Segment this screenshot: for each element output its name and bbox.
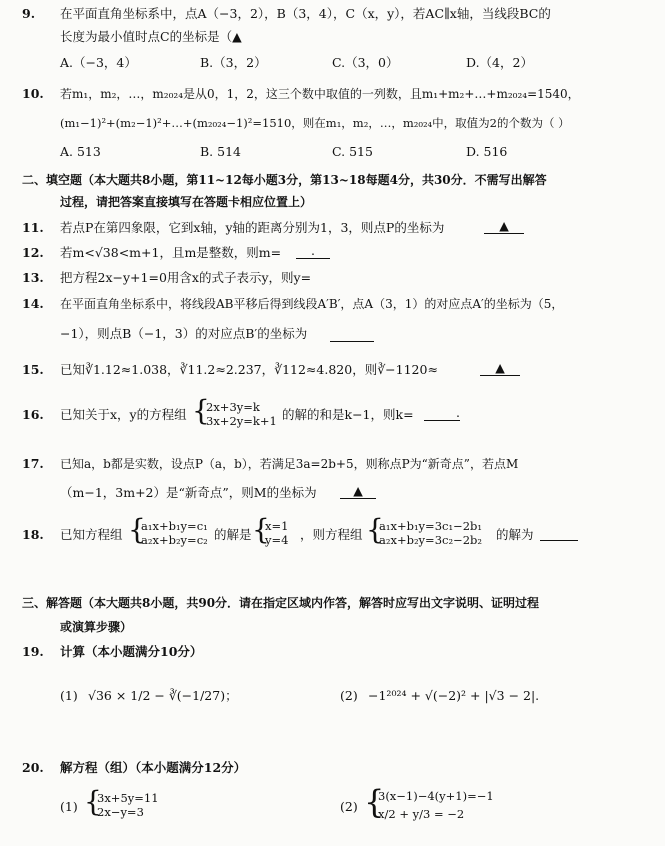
q18-number: 18. — [22, 527, 44, 542]
q13-number: 13. — [22, 270, 44, 285]
q18-equation-3: a₁x+b₁y=3c₁−2b₁ — [379, 519, 482, 533]
q12-answer-blank: . — [296, 245, 330, 259]
q11-text: 若点P在第四象限，它到x轴，y轴的距离分别为1，3，则点P的坐标为 — [60, 220, 445, 235]
q16-equation-1: 2x+3y=k — [206, 400, 260, 414]
q15-number: 15. — [22, 362, 44, 377]
q18-system-2 — [379, 519, 482, 547]
q18-equation-1: a₁x+b₁y=c₁ — [141, 519, 208, 533]
q20-part1-brace: { — [84, 785, 102, 818]
q10-text-line1: 若m₁，m₂，…，m₂₀₂₄是从0，1，2，这三个数中取值的一列数，且m₁+m₂+…+m₂₀₂₄=1540， — [60, 87, 580, 101]
q18-system-1 — [141, 519, 208, 547]
q18-brace-1: { — [128, 513, 146, 546]
q18-answer-blank — [540, 539, 578, 541]
q20-part1-equation-2: 2x−y=3 — [97, 805, 144, 819]
q20-title: 解方程（组）（本小题满分12分） — [60, 760, 247, 775]
q20-part2-equation-2: x/2 + y/3 = −2 — [378, 807, 465, 821]
q20-part2-brace: { — [364, 783, 385, 821]
q16-equation-2: 3x+2y=k+1 — [206, 414, 277, 428]
q19-number: 19. — [22, 644, 44, 659]
q9-number: 9. — [22, 6, 36, 21]
q18-brace-3: { — [366, 513, 384, 546]
q16-brace: { — [192, 394, 210, 427]
q14-text-line2: −1），则点B（−1，3）的对应点B′的坐标为 — [60, 326, 308, 341]
q15-text: 已知∛1.12≈1.038，∛11.2≈2.237，∛112≈4.820，则∛−1120≈ — [60, 362, 438, 377]
q9-option-a: A.（−3，4） — [60, 55, 137, 70]
q10-text-line2: (m₁−1)²+(m₂−1)²+…+(m₂₀₂₄−1)²=1510，则在m₁，m₂，…，m₂₀₂₄中，取值为2的个数为（ ） — [60, 116, 570, 130]
q14-answer-blank — [330, 340, 374, 342]
q20-part2-equation-1: 3(x−1)−4(y+1)=−1 — [378, 789, 494, 803]
q20-part2-system — [378, 787, 494, 823]
q14-text-line1: 在平面直角坐标系中，将线段AB平移后得到线段A′B′，点A（3，1）的对应点A′的坐标为（5， — [60, 297, 564, 311]
q15-answer-blank: ▲ — [480, 362, 520, 376]
q9-text-line2: 长度为最小值时点C的坐标是（▲ — [60, 29, 242, 44]
section2-header-line2: 过程，请把答案直接填写在答题卡相应位置上） — [60, 195, 313, 209]
q19-title: 计算（本小题满分10分） — [60, 644, 203, 659]
q16-answer-blank: . — [424, 407, 460, 421]
q9-option-c: C.（3，0） — [332, 55, 399, 70]
q16-text-post: 的解的和是k−1，则k= — [282, 407, 414, 422]
q18-text-mid: 的解是 — [214, 527, 252, 542]
q18-solution-x: x=1 — [265, 519, 289, 533]
q20-part1-system — [97, 791, 159, 819]
q19-part1-label: (1) — [60, 688, 78, 703]
q18-equation-2: a₂x+b₂y=c₂ — [141, 533, 208, 547]
q10-number: 10. — [22, 86, 44, 101]
q19-part2-label: (2) — [340, 688, 358, 703]
q12-number: 12. — [22, 245, 44, 260]
q17-answer-blank: ▲ — [340, 485, 376, 499]
q11-answer-blank: ▲ — [484, 220, 524, 234]
q18-text-mid2: ，则方程组 — [300, 527, 363, 542]
q10-option-b: B. 514 — [200, 144, 241, 159]
section2-header-line1: 二、填空题（本大题共8小题，第11~12每小题3分，第13~18每题4分，共30分．不需写出解答 — [22, 173, 547, 187]
q20-number: 20. — [22, 760, 44, 775]
q19-part1-expression: √36 × 1/2 − ∛(−1/27)； — [88, 688, 238, 703]
section3-header-line2: 或演算步骤） — [60, 620, 133, 634]
q18-text-post: 的解为 — [496, 527, 534, 542]
section3-header-line1: 三、解答题（本大题共8小题，共90分．请在指定区域内作答，解答时应写出文字说明、证明过程 — [22, 596, 540, 610]
q17-number: 17. — [22, 456, 44, 471]
q10-option-d: D. 516 — [466, 144, 508, 159]
q18-solution-y: y=4 — [265, 533, 289, 547]
q9-option-b: B.（3，2） — [200, 55, 267, 70]
q13-text: 把方程2x−y+1=0用含x的式子表示y，则y= — [60, 270, 312, 285]
q10-option-c: C. 515 — [332, 144, 373, 159]
q20-part1-label: (1) — [60, 799, 78, 814]
q20-part1-equation-1: 3x+5y=11 — [97, 791, 159, 805]
q9-text-line1: 在平面直角坐标系中，点A（−3，2），B（3，4），C（x，y），若AC∥x轴，当线段BC的 — [60, 6, 551, 21]
q17-text-line2: （m−1，3m+2）是“新奇点”，则M的坐标为 — [60, 485, 317, 500]
q16-number: 16. — [22, 407, 44, 422]
q18-text-pre: 已知方程组 — [60, 527, 123, 542]
q9-option-d: D.（4，2） — [466, 55, 533, 70]
q11-number: 11. — [22, 220, 44, 235]
q16-system — [206, 400, 277, 428]
q10-option-a: A. 513 — [60, 144, 101, 159]
q20-part2-label: (2) — [340, 799, 358, 814]
q18-equation-4: a₂x+b₂y=3c₂−2b₂ — [379, 533, 482, 547]
q19-part2-expression: −1²⁰²⁴ + √(−2)² + |√3 − 2|. — [368, 688, 540, 703]
q16-text-pre: 已知关于x，y的方程组 — [60, 407, 187, 422]
q18-solution — [265, 519, 288, 547]
q12-text: 若m<√38<m+1，且m是整数，则m= — [60, 245, 282, 260]
q17-text-line1: 已知a，b都是实数，设点P（a，b），若满足3a=2b+5，则称点P为“新奇点”，若点M — [60, 457, 519, 471]
q14-number: 14. — [22, 296, 44, 311]
q18-brace-2: { — [252, 513, 270, 546]
